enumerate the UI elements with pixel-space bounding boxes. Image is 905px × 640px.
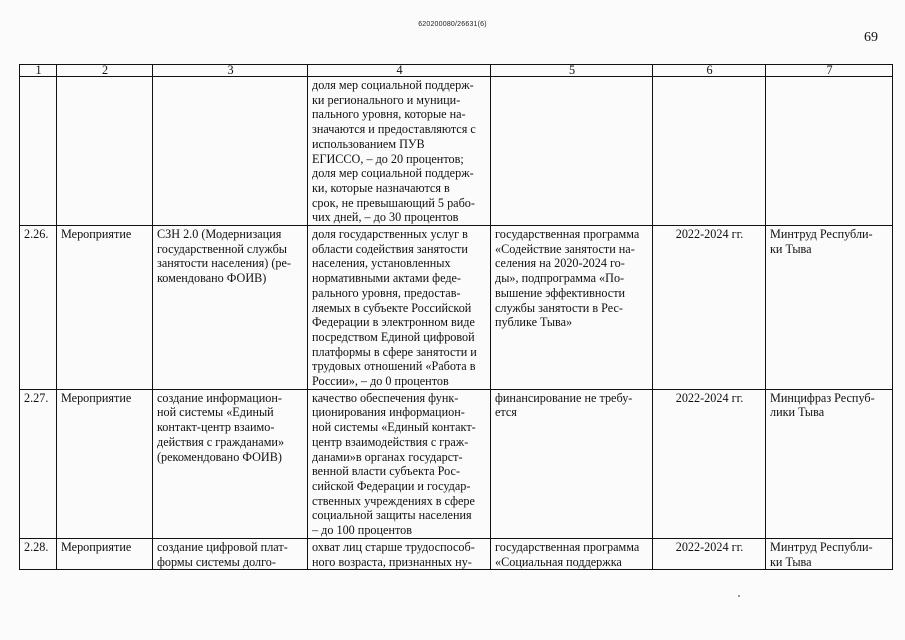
text-line: срок, не превышающий 5 рабо- bbox=[312, 195, 475, 210]
table-row bbox=[20, 226, 893, 390]
indicator-cell bbox=[308, 77, 491, 226]
text-line: ки Тыва bbox=[770, 241, 812, 256]
measure-name-cell bbox=[153, 538, 308, 569]
text-line: ной системы «Единый контакт- bbox=[312, 420, 476, 435]
executor-cell bbox=[766, 389, 893, 538]
row-type: Мероприятие bbox=[57, 226, 153, 390]
page-number: 69 bbox=[864, 30, 878, 45]
column-number: 4 bbox=[308, 65, 491, 77]
text-line: данами»в органах государст- bbox=[312, 449, 463, 464]
text-line: службы занятости в Рес- bbox=[495, 300, 623, 315]
row-number: 2.28. bbox=[20, 538, 57, 569]
continuation-row bbox=[20, 77, 893, 226]
text-line: публике Тыва» bbox=[495, 315, 573, 330]
text-line: пального уровня, которые на- bbox=[312, 107, 466, 122]
text-line: сийской Федерации и государ- bbox=[312, 478, 471, 493]
text-line: области содействия занятости bbox=[312, 241, 468, 256]
table-row bbox=[20, 538, 893, 569]
text-line: «Социальная поддержка bbox=[495, 554, 622, 569]
cell-empty bbox=[20, 77, 57, 226]
text-line: России», – до 0 процентов bbox=[312, 374, 449, 389]
executor-cell bbox=[766, 538, 893, 569]
text-line: доля мер социальной поддерж- bbox=[312, 78, 474, 92]
text-line: Федерации в электронном виде bbox=[312, 315, 475, 330]
row-number: 2.26. bbox=[20, 226, 57, 390]
cell-empty bbox=[491, 77, 653, 226]
cell-empty bbox=[766, 77, 893, 226]
text-line: ды», подпрограмма «По- bbox=[495, 271, 625, 286]
text-line: Минтруд Республи- bbox=[770, 539, 873, 554]
text-line: трудовых отношений «Работа в bbox=[312, 359, 476, 374]
text-line: (рекомендовано ФОИВ) bbox=[157, 449, 282, 464]
text-line: СЗН 2.0 (Модернизация bbox=[157, 227, 282, 242]
text-line: чих дней, – до 30 процентов bbox=[312, 210, 459, 225]
column-number-row bbox=[20, 65, 893, 77]
text-line: платформы в сфере занятости и bbox=[312, 344, 477, 359]
text-line: использованием ПУВ bbox=[312, 136, 425, 151]
text-line: Минтруд Республи- bbox=[770, 227, 873, 242]
text-line: государственная программа bbox=[495, 539, 640, 554]
text-line: занятости населения) (ре- bbox=[157, 256, 291, 271]
cell-empty bbox=[57, 77, 153, 226]
text-line: селения на 2020-2024 го- bbox=[495, 256, 625, 271]
text-line: нормативными актами феде- bbox=[312, 271, 461, 286]
text-line: формы системы долго- bbox=[157, 554, 276, 569]
period-cell: 2022-2024 гг. bbox=[653, 538, 766, 569]
text-line: ЕГИССО, – до 20 процентов; bbox=[312, 151, 464, 166]
row-type: Мероприятие bbox=[57, 389, 153, 538]
text-line: качество обеспечения функ- bbox=[312, 390, 459, 405]
scan-speck bbox=[738, 595, 740, 597]
text-line: ционирования информацион- bbox=[312, 405, 465, 420]
text-line: создание информацион- bbox=[157, 390, 282, 405]
document-id: 620200080/26631(6) bbox=[418, 21, 487, 28]
text-line: значаются и предоставляются с bbox=[312, 122, 476, 137]
measure-name-cell bbox=[153, 226, 308, 390]
text-line: ется bbox=[495, 405, 517, 420]
column-number: 5 bbox=[491, 65, 653, 77]
text-line: государственной службы bbox=[157, 241, 287, 256]
row-type: Мероприятие bbox=[57, 538, 153, 569]
indicator-cell bbox=[308, 389, 491, 538]
table-row bbox=[20, 389, 893, 538]
text-line: ки Тыва bbox=[770, 554, 812, 569]
period-cell: 2022-2024 гг. bbox=[653, 226, 766, 390]
column-number: 1 bbox=[20, 65, 57, 77]
text-line: охват лиц старше трудоспособ- bbox=[312, 539, 475, 554]
text-line: действия с гражданами» bbox=[157, 434, 285, 449]
indicator-cell bbox=[308, 226, 491, 390]
column-number: 6 bbox=[653, 65, 766, 77]
text-line: Минцифраз Респуб- bbox=[770, 390, 875, 405]
text-line: посредством Единой цифровой bbox=[312, 329, 475, 344]
indicator-cell bbox=[308, 538, 491, 569]
cell-empty bbox=[653, 77, 766, 226]
text-line: венной власти субъекта Рос- bbox=[312, 464, 461, 479]
text-line: создание цифровой плат- bbox=[157, 539, 288, 554]
text-line: контакт-центр взаимо- bbox=[157, 420, 275, 435]
text-line: ного возраста, признанных ну- bbox=[312, 554, 472, 569]
text-line: вышение эффективности bbox=[495, 285, 626, 300]
row-number: 2.27. bbox=[20, 389, 57, 538]
text-line: населения, установленных bbox=[312, 256, 451, 271]
executor-cell bbox=[766, 226, 893, 390]
column-number: 7 bbox=[766, 65, 893, 77]
cell-empty bbox=[153, 77, 308, 226]
text-line: «Содействие занятости на- bbox=[495, 241, 635, 256]
text-line: доля мер социальной поддерж- bbox=[312, 166, 474, 181]
text-line: доля государственных услуг в bbox=[312, 227, 468, 242]
period-cell: 2022-2024 гг. bbox=[653, 389, 766, 538]
text-line: ной системы «Единый bbox=[157, 405, 274, 420]
text-line: рального уровня, предостав- bbox=[312, 285, 461, 300]
text-line: ственных учреждениях в сфере bbox=[312, 493, 475, 508]
text-line: – до 100 процентов bbox=[312, 523, 412, 538]
text-line: ки, которые назначаются в bbox=[312, 180, 450, 195]
column-number: 2 bbox=[57, 65, 153, 77]
text-line: комендовано ФОИВ) bbox=[157, 271, 267, 286]
funding-source-cell bbox=[491, 538, 653, 569]
text-line: лики Тыва bbox=[770, 405, 825, 420]
text-line: социальной защиты населения bbox=[312, 508, 472, 523]
measures-table bbox=[19, 64, 893, 570]
text-line: ки регионального и муници- bbox=[312, 92, 461, 107]
text-line: ляемых в субъекте Российской bbox=[312, 300, 472, 315]
measure-name-cell bbox=[153, 389, 308, 538]
column-number: 3 bbox=[153, 65, 308, 77]
text-line: государственная программа bbox=[495, 227, 640, 242]
funding-source-cell bbox=[491, 226, 653, 390]
text-line: финансирование не требу- bbox=[495, 390, 633, 405]
funding-source-cell bbox=[491, 389, 653, 538]
text-line: центр взаимодействия с граж- bbox=[312, 434, 469, 449]
